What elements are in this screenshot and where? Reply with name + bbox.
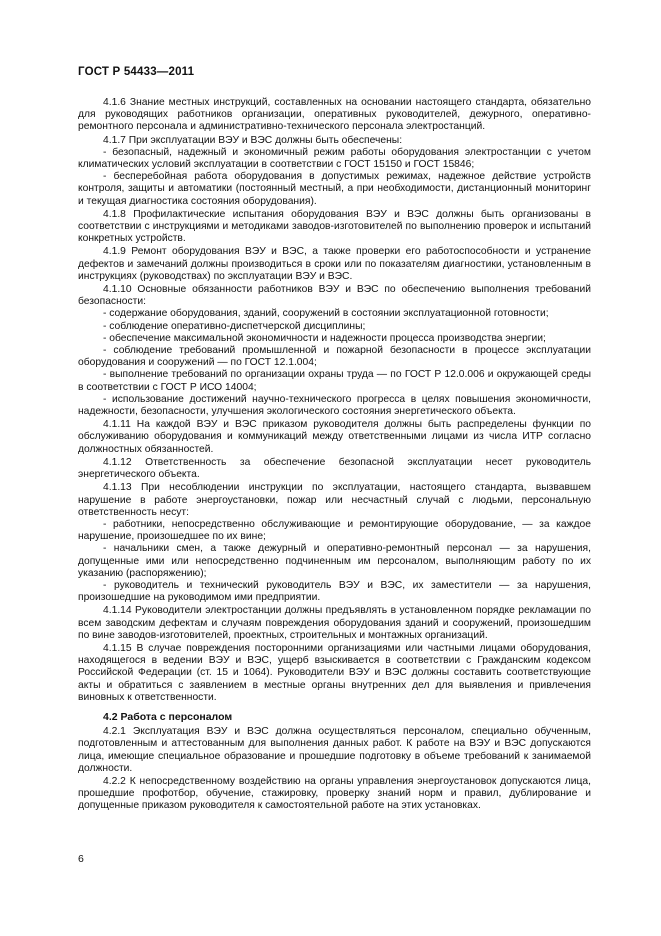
list-item: - безопасный, надежный и экономичный режим работы оборудования электростанции с учетом климатических условий эксплуатации в соответствии с ГОСТ 15150 и ГОСТ 15846; [78,146,591,171]
list-item: - содержание оборудования, зданий, сооружений в состоянии эксплуатационной готовности; [103,308,549,320]
paragraph-4-1-6: 4.1.6 Знание местных инструкций, составленных на основании настоящего стандарта, обязательно для руководящих работников организации, оперативных руководителей, дежурного, оперативно-ремонтного персонала и административно-технического персонала электростанций. [78,97,591,133]
paragraph-4-1-13: 4.1.13 При несоблюдении инструкции по эксплуатации, настоящего стандарта, вызвавшем нарушение в работе энергоустановки, пожар или несчастный случай с людьми, персональную ответственность несут: [78,482,591,518]
list-item: - начальники смен, а также дежурный и оперативно-ремонтный персонал — за нарушения, допущенные ими или непосредственно подчиненным им персоналом, выполняющим работу по их указанию (распоряжению); [78,543,591,579]
document-header: ГОСТ Р 54433—2011 [78,66,195,78]
paragraph-4-1-7: 4.1.7 При эксплуатации ВЭУ и ВЭС должны быть обеспечены: [103,134,403,146]
paragraph-4-1-8: 4.1.8 Профилактические испытания оборудования ВЭУ и ВЭС должны быть организованы в соответствии с инструкциями и методиками заводов-изготовителей по выполнению проверок и испытаний конкретных устройств. [78,208,591,245]
paragraph-4-1-12: 4.1.12 Ответственность за обеспечение безопасной эксплуатации несет руководитель энергетического объекта. [78,456,591,481]
list-item: - руководитель и технический руководитель ВЭУ и ВЭС, их заместители — за нарушения, произошедшие на руководимом ими предприятии. [78,579,591,604]
section-heading-4-2: 4.2 Работа с персоналом [103,710,233,723]
list-item: - соблюдение требований промышленной и пожарной безопасности в процессе эксплуатации оборудования и сооружений — по ГОСТ 12.1.004; [78,345,591,369]
list-item: - выполнение требований по организации охраны труда — по ГОСТ Р 12.0.006 и окружающей среды в соответствии с ГОСТ Р ИСО 14004; [78,369,591,393]
paragraph-4-2-1: 4.2.1 Эксплуатация ВЭУ и ВЭС должна осуществляться персоналом, специально обученным, подготовленным и аттестованным для выполнения данных работ. К работе на ВЭУ и ВЭС допускаются лица, имеющие специальное образование и прошедшие подготовку в объеме требований к занимаемой должности. [78,726,591,774]
list-item: - бесперебойная работа оборудования в допустимых режимах, надежное действие устройств контроля, защиты и автоматики (постоянный местный, а при необходимости, дистанционный мониторинг и текущая диагностика состояния оборудования). [78,171,591,207]
list-item: - соблюдение оперативно-диспетчерской дисциплины; [103,320,366,332]
paragraph-4-1-9: 4.1.9 Ремонт оборудования ВЭУ и ВЭС, а также проверки его работоспособности и устранение дефектов и замечаний должны производиться в сроки или по показателям диагностики, установленным в инструкциях (руководствах) по эксплуатации ВЭУ и ВЭС. [78,246,591,282]
paragraph-4-2-2: 4.2.2 К непосредственному воздействию на органы управления энергоустановок допускаются лица, прошедшие профотбор, обучение, стажировку, проверку знаний норм и правил, дублирование и допущенные приказом руководителя к самостоятельной работе на этих установках. [78,775,591,812]
document-body [78,97,591,813]
paragraph-4-1-11: 4.1.11 На каждой ВЭУ и ВЭС приказом руководителя должны быть распределены функции по обслуживанию оборудования и коммуникаций между ответственными лицами из числа ИТР согласно должностных обязанностей. [78,419,591,455]
paragraph-4-1-10: 4.1.10 Основные обязанности работников ВЭУ и ВЭС по обеспечению выполнения требований безопасности: [78,284,591,308]
list-item: - использование достижений научно-технического прогресса в целях повышения экономичности, надежности, безопасности, улучшения экологического состояния энергетического объекта. [78,393,591,418]
page-number: 6 [78,853,84,865]
paragraph-4-1-14: 4.1.14 Руководители электростанции должны предъявлять в установленном порядке рекламации по всем заводским дефектам и случаям повреждения оборудования зданий и сооружений, произошедшим по вине заводов-изготовителей, проектных, строительных и монтажных организаций. [78,605,591,641]
list-item: - обеспечение максимальной экономичности и надежности процесса производства энергии; [103,332,546,344]
list-item: - работники, непосредственно обслуживающие и ремонтирующие оборудование, — за каждое нарушение, произошедшее по их вине; [78,518,591,543]
paragraph-4-1-15: 4.1.15 В случае повреждения посторонними организациями или частными лицами оборудования, находящегося в ведении ВЭУ и ВЭС, ущерб взыскивается в соответствии с Гражданским кодексом Российской Федерации (ст. 15 и 1064). Руководители ВЭУ и ВЭС должны составить соответствующие акты и обратиться с заявлением в местные органы внутренних дел для выявления и привлечения виновных к ответственности. [78,642,591,703]
